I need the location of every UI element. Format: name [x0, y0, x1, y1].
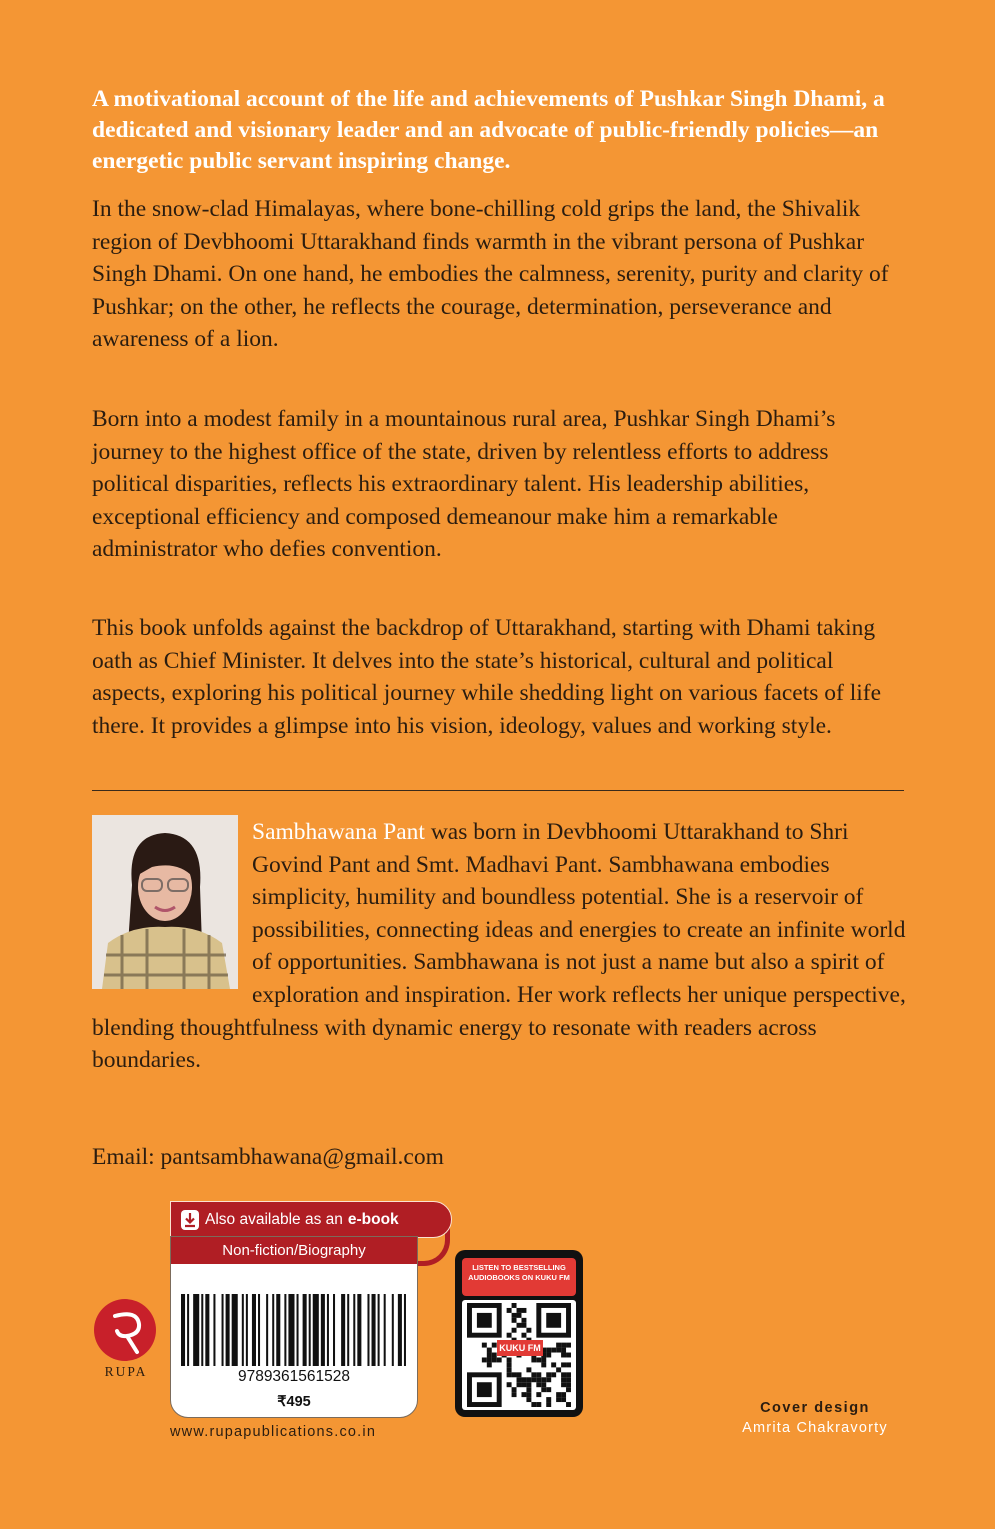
blurb-paragraph-2: Born into a modest family in a mountainous rural area, Pushkar Singh Dhami’s journey to the highest office of the state, driven by relentless efforts to address political disparities, reflects his extraordinary talent. His leadership abilities, exceptional efficiency and composed demeanour make him a remarkable administrator who defies convention. — [92, 406, 836, 563]
cover-credit-label: Cover design — [760, 1400, 870, 1416]
ebook-bold: e-book — [347, 1210, 399, 1228]
barcode — [181, 1294, 408, 1366]
author-email[interactable]: Email: pantsambhawana@gmail.com — [92, 1144, 444, 1170]
tagline: A motivational account of the life and achievements of Pushkar Singh Dhami, a dedicated and visionary leader and an advocate of public-friendly policies—an energetic public servant inspiring change. — [92, 86, 885, 174]
author-name: Sambhawana Pant — [252, 819, 425, 845]
kuku-fm-card — [455, 1250, 583, 1417]
ebook-text: Also available as an — [205, 1210, 343, 1228]
publisher-name: RUPA — [104, 1364, 148, 1379]
download-icon — [181, 1210, 199, 1230]
barcode-card — [170, 1236, 418, 1418]
kuku-logo: KUKU FM — [497, 1340, 543, 1356]
kuku-promo: LISTEN TO BESTSELLING AUDIOBOOKS ON KUKU FM — [462, 1258, 576, 1296]
isbn: 9789361561528 — [237, 1368, 351, 1385]
cover-credit-name: Amrita Chakravorty — [742, 1420, 888, 1436]
ebook-banner — [170, 1201, 452, 1238]
category-label: Non-fiction/Biography — [171, 1237, 417, 1264]
publisher-website[interactable]: www.rupapublications.co.in — [170, 1424, 377, 1440]
blurb-paragraph-1: In the snow-clad Himalayas, where bone-chilling cold grips the land, the Shivalik region of Devbhoomi Uttarakhand finds warmth in the vibrant persona of Pushkar Singh Dhami. On one hand, he embodies the calmness, serenity, purity and clarity of Pushkar; on the other, he reflects the courage, determination, perseverance and awareness of a lion. — [92, 196, 889, 353]
qr-code[interactable] — [462, 1300, 576, 1410]
rupa-logo-icon — [93, 1298, 157, 1362]
blurb-paragraph-3: This book unfolds against the backdrop of Uttarakhand, starting with Dhami taking oath as Chief Minister. It delves into the state’s historical, cultural and political aspects, exploring his political journey while shedding light on various facets of life there. It provides a glimpse into his vision, ideology, values and working style. — [92, 615, 882, 739]
author-bio-text: was born in Devbhoomi Uttarakhand to Shri Govind Pant and Smt. Madhavi Pant. Sambhawana embodies simplicity, humility and boundless potential. She is a reservoir of possibilities, connecting ideas and energies to create an infinite world of opportunities. Sambhawana is not just a name but also a spirit of exploration and inspiration. Her work reflects her unique perspective, blending thoughtfulness with dynamic energy to resonate with readers across boundaries. — [92, 819, 906, 1074]
author-bio — [92, 816, 907, 1077]
section-divider — [92, 790, 904, 791]
price: ₹495 — [277, 1394, 311, 1410]
cover-credit — [700, 1398, 930, 1438]
